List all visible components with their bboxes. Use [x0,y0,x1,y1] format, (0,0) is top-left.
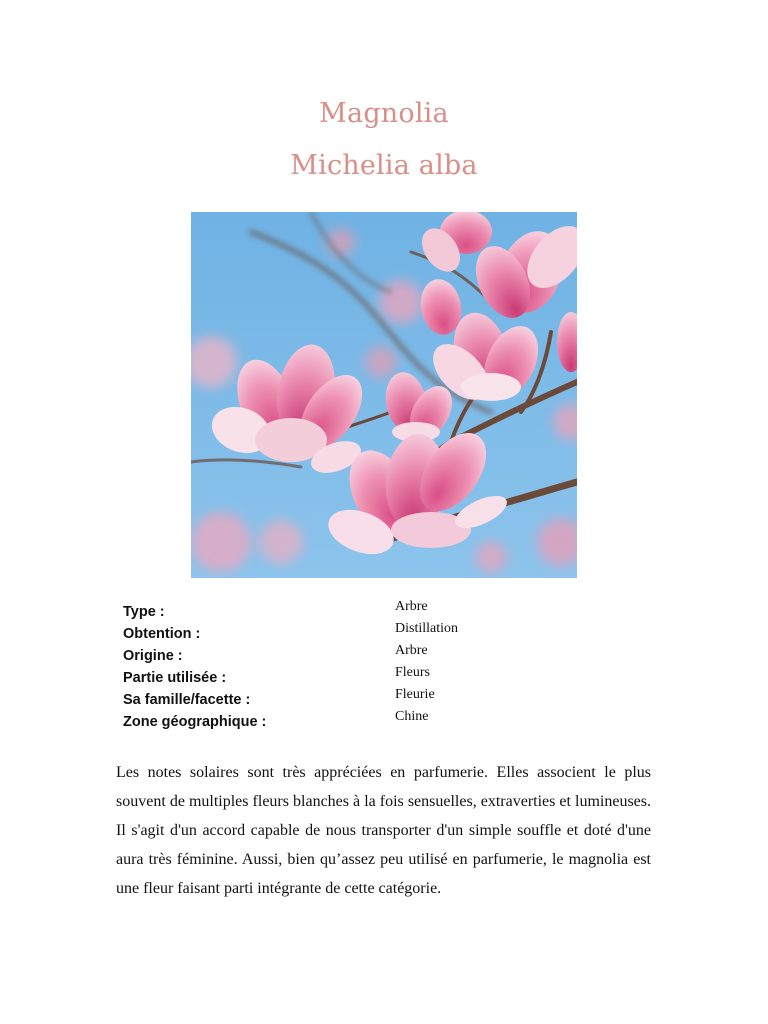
detail-label-type: Type : [123,604,165,620]
magnolia-photo [191,212,577,578]
detail-value-origine: Arbre [395,643,428,658]
detail-value-type: Arbre [395,599,428,614]
page-subtitle: Michelia alba [290,150,478,181]
detail-value-obtention: Distillation [395,621,458,636]
detail-label-famille: Sa famille/facette : [123,692,251,708]
description-paragraph: Les notes solaires sont très appréciées en parfumerie. Elles associent le plus souvent de multiples fleurs blanches à la fois sensuelles, extraverties et lumineuses. Il s'agit d'un accord capable de nous transporter d'un simple souffle et doté d'une aura très féminine. Aussi, bien qu’assez peu utilisé en parfumerie, le magnolia est une fleur faisant parti intégrante de cette catégorie. [116,764,651,897]
page-title: Magnolia [319,98,449,129]
detail-label-zone: Zone géographique : [123,714,267,730]
detail-value-partie: Fleurs [395,665,430,680]
detail-value-zone: Chine [395,709,429,724]
detail-label-partie: Partie utilisée : [123,670,227,686]
detail-value-famille: Fleurie [395,687,435,702]
detail-label-origine: Origine : [123,648,183,664]
detail-label-obtention: Obtention : [123,626,201,642]
